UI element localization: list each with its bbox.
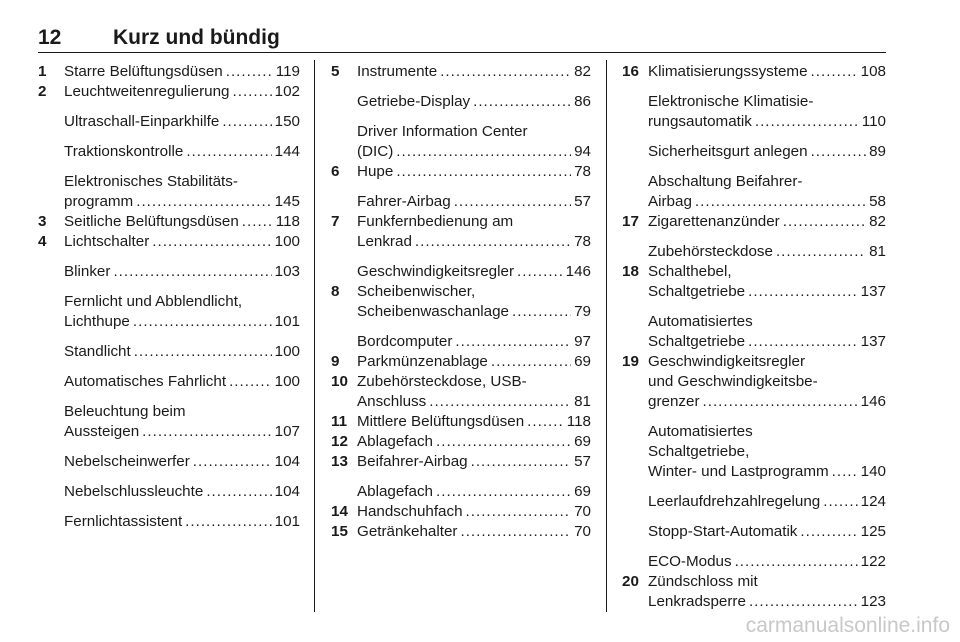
entry-text: Zündschloss mit	[648, 573, 758, 590]
entry-line	[648, 282, 886, 302]
page-reference-link[interactable]: 100	[274, 373, 300, 390]
entry-line	[357, 482, 591, 502]
page-reference-link[interactable]: 150	[274, 113, 300, 130]
index-entry	[38, 62, 300, 82]
index-entry	[331, 282, 591, 322]
entry-text: Airbag	[648, 193, 692, 210]
dot-leader	[466, 502, 572, 522]
entry-line	[648, 392, 886, 412]
page-reference-link[interactable]: 137	[860, 333, 886, 350]
entry-text: Instrumente	[357, 63, 438, 80]
index-entry	[331, 92, 591, 112]
index-entry	[331, 452, 591, 472]
entry-line	[648, 522, 886, 542]
entry-text: Beifahrer-Airbag	[357, 453, 468, 470]
index-entry	[622, 92, 886, 132]
dot-leader	[186, 142, 271, 162]
entry-number: 4	[38, 233, 47, 250]
dot-leader	[832, 462, 858, 482]
index-entry	[331, 372, 591, 412]
index-entry	[38, 292, 300, 332]
dot-leader	[193, 452, 272, 472]
entry-line	[648, 462, 886, 482]
entry-number: 20	[622, 573, 639, 590]
page-header	[38, 26, 886, 52]
entry-text: Zubehörsteckdose, USB-	[357, 373, 527, 390]
page-reference-link[interactable]: 102	[274, 83, 300, 100]
page-reference-link[interactable]: 122	[860, 553, 886, 570]
entry-text: Winter- und Lastprogramm	[648, 463, 829, 480]
dot-leader	[229, 372, 272, 392]
dot-leader	[471, 452, 572, 472]
entry-line	[64, 422, 300, 442]
entry-text: Starre Belüftungsdüsen	[64, 63, 223, 80]
entry-text: Lichtschalter	[64, 233, 150, 250]
dot-leader	[735, 552, 858, 572]
index-entry	[38, 482, 300, 502]
entry-line	[357, 392, 591, 412]
entry-line	[357, 192, 591, 212]
dot-leader	[527, 412, 564, 432]
entry-line	[648, 142, 886, 162]
entry-number: 17	[622, 213, 639, 230]
page-reference-link[interactable]: 79	[574, 303, 591, 320]
entry-number: 9	[331, 353, 340, 370]
column-divider	[606, 60, 607, 612]
index-entry	[622, 262, 886, 302]
index-entry	[331, 522, 591, 542]
entry-text: Nebelscheinwerfer	[64, 453, 190, 470]
index-entry	[622, 142, 886, 162]
entry-text: Fahrer-Airbag	[357, 193, 451, 210]
dot-leader	[512, 302, 571, 322]
page-reference-link[interactable]: 81	[574, 393, 591, 410]
page-reference-link[interactable]: 124	[860, 493, 886, 510]
dot-leader	[185, 512, 271, 532]
page-reference-link[interactable]: 82	[869, 213, 886, 230]
index-entry	[38, 82, 300, 102]
entry-text: Getriebe-Display	[357, 93, 471, 110]
dot-leader	[748, 282, 858, 302]
entry-number: 8	[331, 283, 340, 300]
index-entry	[331, 432, 591, 452]
entry-text: Mittlere Belüftungsdüsen	[357, 413, 525, 430]
index-entry	[622, 552, 886, 572]
dot-leader	[396, 142, 571, 162]
dot-leader	[491, 352, 571, 372]
page-reference-link[interactable]: 82	[574, 63, 591, 80]
index-entry	[38, 232, 300, 252]
entry-text: Zubehörsteckdose	[648, 243, 773, 260]
dot-leader	[226, 62, 273, 82]
page-reference-link[interactable]: 103	[274, 263, 300, 280]
entry-line	[357, 142, 591, 162]
entry-text: Fernlichtassistent	[64, 513, 183, 530]
entry-line	[357, 432, 591, 452]
entry-line	[357, 232, 591, 252]
page-number: 12	[38, 26, 62, 49]
page-reference-link[interactable]: 146	[860, 393, 886, 410]
entry-text: Automatisiertes	[648, 423, 753, 440]
dot-leader	[473, 92, 571, 112]
entry-line	[357, 452, 591, 472]
entry-text: Ultraschall-Einparkhilfe	[64, 113, 220, 130]
page-reference-link[interactable]: 108	[860, 63, 886, 80]
entry-number: 19	[622, 353, 639, 370]
entry-text: Geschwindigkeitsregler	[357, 263, 515, 280]
dot-leader	[811, 62, 858, 82]
entry-line	[64, 112, 300, 132]
entry-text: Ablagefach	[357, 483, 433, 500]
page-reference-link[interactable]: 58	[869, 193, 886, 210]
index-entry	[622, 172, 886, 212]
index-entry	[331, 192, 591, 212]
watermark: carmanualsonline.info	[745, 614, 950, 637]
page-reference-link[interactable]: 86	[574, 93, 591, 110]
entry-line	[64, 82, 300, 102]
entry-line	[648, 62, 886, 82]
page-reference-link[interactable]: 101	[274, 513, 300, 530]
entry-text: Anschluss	[357, 393, 427, 410]
dot-leader	[748, 332, 858, 352]
entry-text: programm	[64, 193, 134, 210]
entry-line	[357, 522, 591, 542]
entry-line	[64, 372, 300, 392]
page-reference-link[interactable]: 145	[274, 193, 300, 210]
index-entry	[622, 242, 886, 262]
entry-text: Scheibenwaschanlage	[357, 303, 509, 320]
entry-text: Parkmünzenablage	[357, 353, 488, 370]
entry-number: 7	[331, 213, 340, 230]
entry-line	[64, 342, 300, 362]
entry-text: Funkfernbedienung am	[357, 213, 514, 230]
dot-leader	[133, 312, 272, 332]
index-entry	[331, 502, 591, 522]
entry-text: Lenkradsperre	[648, 593, 746, 610]
page-reference-link[interactable]: 118	[566, 413, 591, 430]
dot-leader	[517, 262, 563, 282]
entry-text: Handschuhfach	[357, 503, 463, 520]
entry-text: Schalthebel,	[648, 263, 732, 280]
page-reference-link[interactable]: 69	[574, 483, 591, 500]
header-divider	[38, 52, 886, 53]
entry-text: und Geschwindigkeitsbe-	[648, 373, 818, 390]
page-reference-link[interactable]: 118	[275, 213, 300, 230]
entry-number: 10	[331, 373, 348, 390]
index-entry	[622, 62, 886, 82]
page-reference-link[interactable]: 69	[574, 433, 591, 450]
dot-leader	[206, 482, 271, 502]
dot-leader	[454, 192, 571, 212]
entry-text: Lenkrad	[357, 233, 412, 250]
entry-text: Traktionskontrolle	[64, 143, 184, 160]
entry-text: grenzer	[648, 393, 700, 410]
entry-text: Fernlicht und Abblendlicht,	[64, 293, 243, 310]
entry-text: Lichthupe	[64, 313, 130, 330]
entry-line	[357, 92, 591, 112]
dot-leader	[136, 192, 271, 212]
dot-leader	[233, 82, 272, 102]
index-column-1	[38, 62, 300, 532]
entry-number: 14	[331, 503, 348, 520]
index-entry	[622, 212, 886, 232]
page-reference-link[interactable]: 100	[274, 233, 300, 250]
index-entry	[331, 122, 591, 162]
page-reference-link[interactable]: 140	[860, 463, 886, 480]
entry-number: 6	[331, 163, 340, 180]
entry-line	[648, 592, 886, 612]
index-entry	[331, 62, 591, 82]
entry-text: Abschaltung Beifahrer-	[648, 173, 803, 190]
entry-text: Nebelschlussleuchte	[64, 483, 204, 500]
entry-text: Elektronisches Stabilitäts-	[64, 173, 238, 190]
index-entry	[331, 162, 591, 182]
dot-leader	[800, 522, 857, 542]
entry-number: 11	[331, 413, 348, 430]
dot-leader	[415, 232, 571, 252]
dot-leader	[783, 212, 866, 232]
index-entry	[331, 352, 591, 372]
page-reference-link[interactable]: 137	[860, 283, 886, 300]
index-entry	[38, 342, 300, 362]
entry-text: Beleuchtung beim	[64, 403, 186, 420]
index-entry	[38, 112, 300, 132]
page-reference-link[interactable]: 104	[274, 483, 300, 500]
index-entry	[38, 372, 300, 392]
page-reference-link[interactable]: 70	[574, 503, 591, 520]
page-reference-link[interactable]: 101	[274, 313, 300, 330]
entry-text: Automatisches Fahrlicht	[64, 373, 227, 390]
entry-line	[357, 352, 591, 372]
index-entry	[38, 212, 300, 232]
dot-leader	[436, 432, 571, 452]
index-entry	[331, 482, 591, 502]
entry-line	[648, 242, 886, 262]
entry-number: 1	[38, 63, 47, 80]
entry-line	[357, 302, 591, 322]
entry-line	[357, 412, 591, 432]
dot-leader	[755, 112, 859, 132]
index-entry	[622, 522, 886, 542]
index-entry	[38, 262, 300, 282]
dot-leader	[455, 332, 571, 352]
page-reference-link[interactable]: 57	[574, 453, 591, 470]
dot-leader	[776, 242, 866, 262]
entry-line	[64, 232, 300, 252]
dot-leader	[703, 392, 858, 412]
entry-line	[64, 312, 300, 332]
entry-line	[64, 212, 300, 232]
entry-line	[648, 552, 886, 572]
entry-text: Aussteigen	[64, 423, 140, 440]
index-entry	[38, 452, 300, 472]
page-reference-link[interactable]: 78	[574, 233, 591, 250]
entry-line	[64, 62, 300, 82]
index-entry	[331, 212, 591, 252]
entry-text: Standlicht	[64, 343, 131, 360]
entry-line	[64, 192, 300, 212]
index-entry	[622, 312, 886, 352]
entry-line	[64, 482, 300, 502]
page-reference-link[interactable]: 97	[574, 333, 591, 350]
index-column-3	[622, 62, 886, 612]
entry-line	[648, 492, 886, 512]
dot-leader	[811, 142, 867, 162]
entry-text: Hupe	[357, 163, 394, 180]
index-entry	[622, 492, 886, 512]
entry-line	[357, 62, 591, 82]
entry-line	[648, 112, 886, 132]
entry-number: 5	[331, 63, 340, 80]
entry-line	[648, 332, 886, 352]
index-entry	[331, 332, 591, 352]
page-title: Kurz und bündig	[113, 26, 280, 49]
page-reference-link[interactable]: 119	[275, 63, 300, 80]
entry-text: Automatisiertes	[648, 313, 753, 330]
index-entry	[331, 412, 591, 432]
page-reference-link[interactable]: 146	[565, 263, 591, 280]
dot-leader	[440, 62, 571, 82]
index-entry	[38, 512, 300, 532]
entry-number: 3	[38, 213, 47, 230]
dot-leader	[823, 492, 857, 512]
index-entry	[331, 262, 591, 282]
entry-number: 12	[331, 433, 348, 450]
dot-leader	[436, 482, 571, 502]
page-reference-link[interactable]: 107	[274, 423, 300, 440]
entry-text: Klimatisierungssysteme	[648, 63, 808, 80]
entry-line	[648, 212, 886, 232]
entry-line	[64, 512, 300, 532]
index-entry	[38, 142, 300, 162]
entry-text: Elektronische Klimatisie-	[648, 93, 814, 110]
entry-text: Blinker	[64, 263, 111, 280]
entry-text: rungsautomatik	[648, 113, 752, 130]
entry-text: Geschwindigkeitsregler	[648, 353, 806, 370]
dot-leader	[396, 162, 571, 182]
entry-text: Sicherheitsgurt anlegen	[648, 143, 808, 160]
entry-number: 2	[38, 83, 47, 100]
entry-number: 13	[331, 453, 348, 470]
dot-leader	[749, 592, 858, 612]
entry-number: 18	[622, 263, 639, 280]
page-reference-link[interactable]: 94	[574, 143, 591, 160]
page-reference-link[interactable]: 78	[574, 163, 591, 180]
page-reference-link[interactable]: 70	[574, 523, 591, 540]
page-reference-link[interactable]: 89	[869, 143, 886, 160]
page-reference-link[interactable]: 104	[274, 453, 300, 470]
entry-line	[64, 452, 300, 472]
entry-line	[64, 142, 300, 162]
dot-leader	[460, 522, 571, 542]
entry-text: Leerlaufdrehzahlregelung	[648, 493, 821, 510]
page-reference-link[interactable]: 144	[274, 143, 300, 160]
entry-text: Getränkehalter	[357, 523, 458, 540]
page-reference-link[interactable]: 125	[860, 523, 886, 540]
entry-number: 16	[622, 63, 639, 80]
dot-leader	[152, 232, 271, 252]
entry-line	[648, 192, 886, 212]
index-entry	[38, 172, 300, 212]
index-entry	[622, 572, 886, 612]
entry-text: Driver Information Center	[357, 123, 528, 140]
entry-number: 15	[331, 523, 348, 540]
entry-text: Schaltgetriebe	[648, 333, 746, 350]
dot-leader	[113, 262, 271, 282]
index-entry	[622, 352, 886, 412]
column-divider	[314, 60, 315, 612]
entry-line	[357, 332, 591, 352]
dot-leader	[242, 212, 273, 232]
entry-text: ECO-Modus	[648, 553, 732, 570]
entry-line	[357, 262, 591, 282]
entry-text: Bordcomputer	[357, 333, 453, 350]
index-entry	[622, 422, 886, 482]
dot-leader	[142, 422, 272, 442]
page-reference-link[interactable]: 81	[869, 243, 886, 260]
dot-leader	[222, 112, 271, 132]
entry-text: (DIC)	[357, 143, 394, 160]
page-reference-link[interactable]: 123	[860, 593, 886, 610]
entry-line	[64, 262, 300, 282]
entry-text: Schaltgetriebe,	[648, 443, 750, 460]
page-reference-link[interactable]: 69	[574, 353, 591, 370]
index-column-2	[331, 62, 591, 542]
entry-text: Leuchtweitenregulierung	[64, 83, 230, 100]
entry-text: Stopp-Start-Automatik	[648, 523, 798, 540]
index-entry	[38, 402, 300, 442]
dot-leader	[695, 192, 866, 212]
entry-text: Zigarettenanzünder	[648, 213, 780, 230]
dot-leader	[429, 392, 571, 412]
page-reference-link[interactable]: 100	[274, 343, 300, 360]
entry-text: Seitliche Belüftungsdüsen	[64, 213, 239, 230]
page-reference-link[interactable]: 57	[574, 193, 591, 210]
entry-line	[357, 162, 591, 182]
entry-text: Ablagefach	[357, 433, 433, 450]
entry-line	[357, 502, 591, 522]
entry-text: Scheibenwischer,	[357, 283, 476, 300]
entry-text: Schaltgetriebe	[648, 283, 746, 300]
page-reference-link[interactable]: 110	[861, 113, 886, 130]
dot-leader	[134, 342, 272, 362]
